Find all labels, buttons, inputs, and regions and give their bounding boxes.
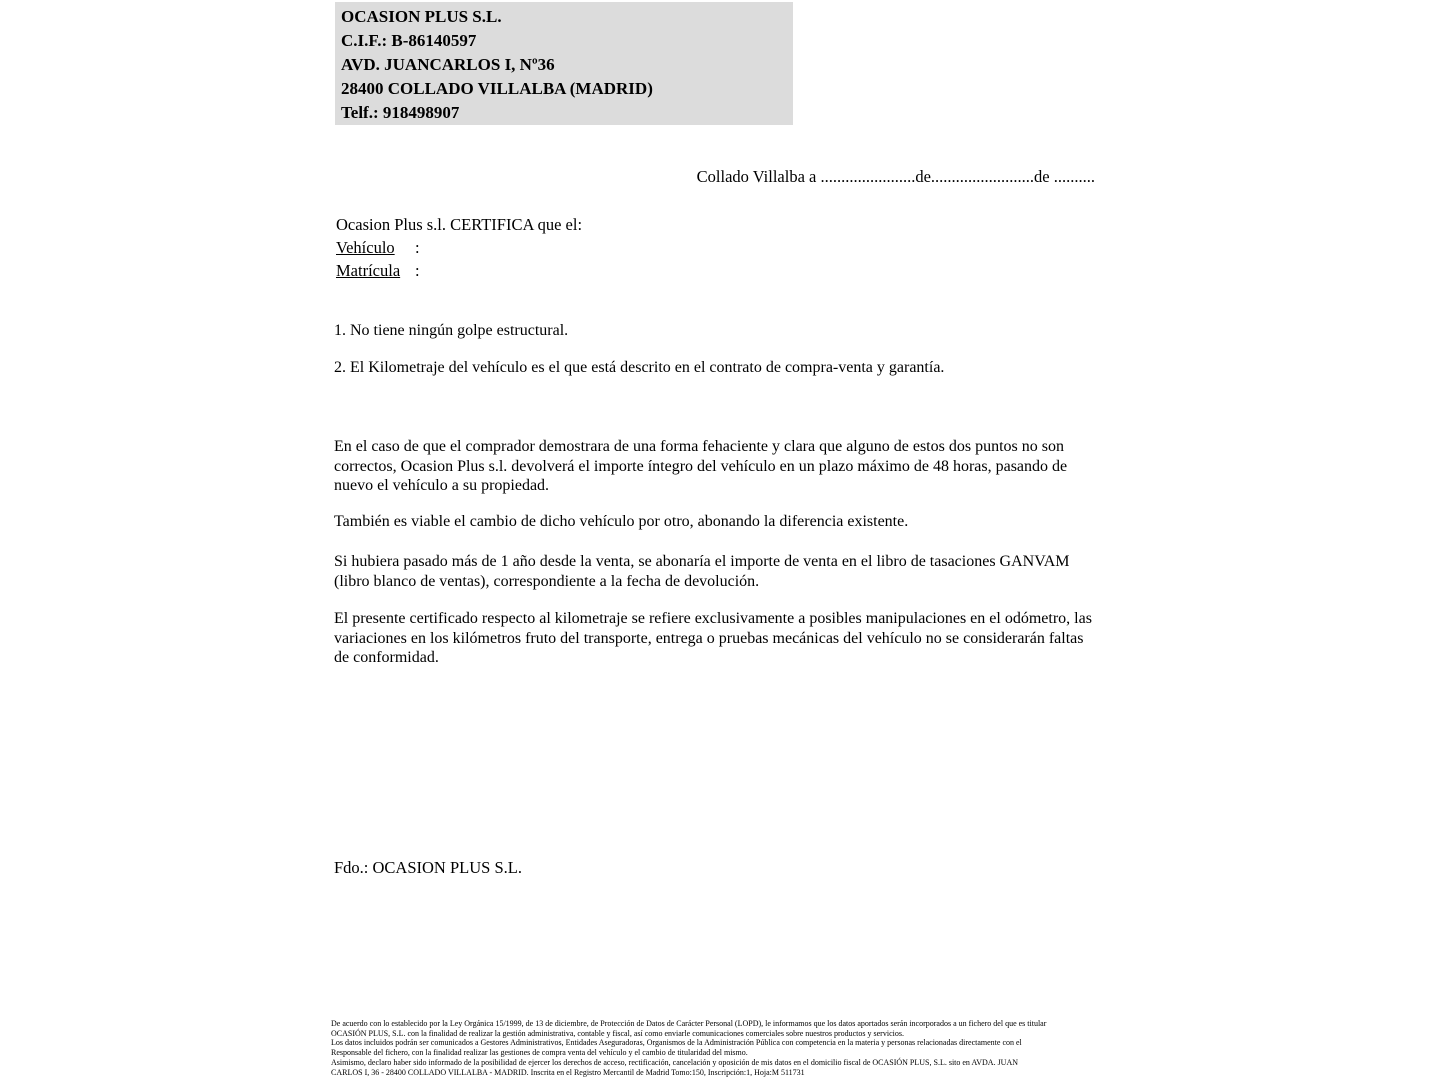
legal-footer — [331, 1019, 1046, 1077]
paragraph-odometer-disclaimer: El presente certificado respecto al kilometraje se refiere exclusivamente a posibles manipulaciones en el odómetro, las variaciones en los kilómetros fruto del transporte, entrega o pruebas mecánicas del vehículo no se considerarán faltas de conformidad. — [334, 610, 1092, 667]
signature-line: Fdo.: OCASION PLUS S.L. — [334, 858, 522, 877]
plate-field-row — [336, 259, 582, 282]
company-address: AVD. JUANCARLOS I, Nº36 — [341, 55, 555, 74]
legal-line: Responsable del fichero, con la finalidad realizar las gestiones de compra venta del vehículo y el cambio de titularidad del mismo. — [331, 1048, 748, 1058]
vehicle-field-row — [336, 236, 582, 259]
date-line: Collado Villalba a .......................de.........................de .......... — [696, 167, 1095, 186]
certifica-intro: Ocasion Plus s.l. CERTIFICA que el: — [336, 215, 583, 234]
certification-block — [336, 213, 582, 282]
plate-field-label: Matrícula — [336, 261, 401, 280]
company-name: OCASION PLUS S.L. — [341, 7, 502, 26]
vehicle-field-colon: : — [415, 238, 420, 257]
company-cif: C.I.F.: B-86140597 — [341, 31, 477, 50]
legal-line: CARLOS I, 36 - 28400 COLLADO VILLALBA - MADRID. Inscrita en el Registro Mercantil de Madrid Tomo:150, Inscripción:1, Hoja:M 511731 — [331, 1067, 805, 1077]
paragraph-vehicle-exchange: También es viable el cambio de dicho vehículo por otro, abonando la diferencia existente. — [334, 513, 909, 530]
plate-field-colon: : — [415, 261, 420, 280]
paragraph-ganvam-valuation: Si hubiera pasado más de 1 año desde la venta, se abonaría el importe de venta en el libro de tasaciones GANVAM (libro blanco de ventas), correspondiente a la fecha de devolución. — [334, 553, 1070, 590]
certified-point-2: 2. El Kilometraje del vehículo es el que está descrito en el contrato de compra-venta y garantía. — [334, 359, 945, 376]
legal-line: Asimismo, declaro haber sido informado de la posibilidad de ejercer los derechos de acceso, rectificación, cancelación y oposición de mis datos en el domicilio fiscal de OCASIÓN PLUS, S.L. sito en AVDA. JUAN — [331, 1057, 1019, 1067]
company-city: 28400 COLLADO VILLALBA (MADRID) — [341, 79, 653, 98]
company-header-box — [335, 2, 793, 125]
company-phone: Telf.: 918498907 — [341, 103, 460, 122]
paragraph-refund-guarantee: En el caso de que el comprador demostrara de una forma fehaciente y clara que alguno de estos dos puntos no son correctos, Ocasion Plus s.l. devolverá el importe íntegro del vehículo en un plazo máximo de 48 horas, pasando de nuevo el vehículo a su propiedad. — [334, 438, 1068, 495]
vehicle-field-label: Vehículo — [336, 238, 395, 257]
certified-point-1: 1. No tiene ningún golpe estructural. — [334, 322, 569, 339]
legal-line: OCASIÓN PLUS, S.L. con la finalidad de realizar la gestión administrativa, contable y fiscal, así como enviarle comunicaciones comerciales sobre nuestros productos y servicios. — [331, 1028, 904, 1038]
legal-line: Los datos incluidos podrán ser comunicados a Gestores Administrativos, Entidades Aseguradoras, Organismos de la Administración Pública con competencia en la materia y personas relacionadas directamente con el — [331, 1038, 1022, 1048]
legal-line: De acuerdo con lo establecido por la Ley Orgánica 15/1999, de 13 de diciembre, de Protección de Datos de Carácter Personal (LOPD), le informamos que los datos aportados serán incorporados a un fichero del que es titular — [331, 1019, 1047, 1028]
